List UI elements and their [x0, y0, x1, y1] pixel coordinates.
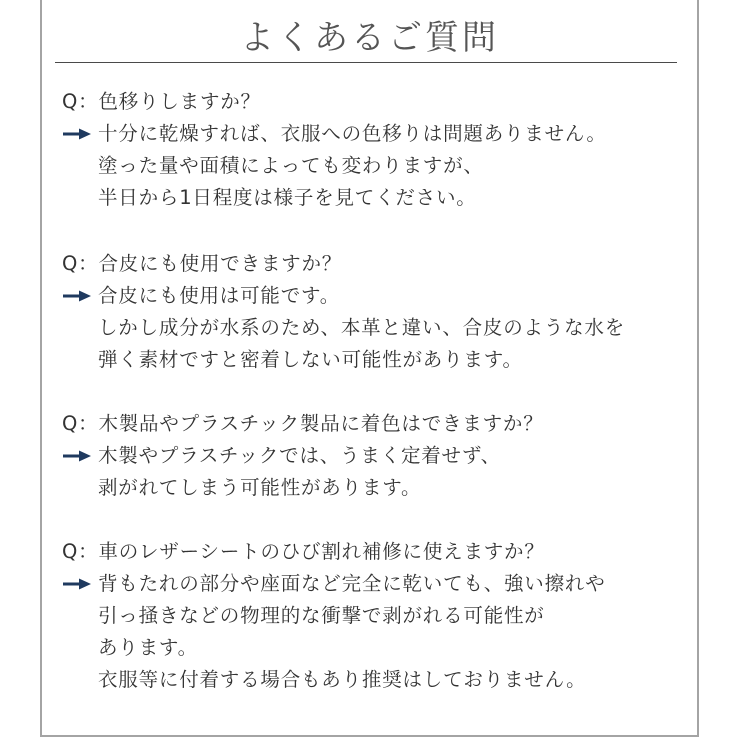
- faq-item-1: [62, 86, 702, 214]
- faq-answer-line: あります。: [98, 636, 198, 659]
- faq-answer-text: 木製やプラスチックでは、うまく定着せず、: [98, 444, 501, 467]
- faq-answer-line: 引っ掻きなどの物理的な衝撃で剥がれる可能性が: [98, 604, 545, 627]
- faq-answer-first-line: [62, 118, 702, 150]
- faq-question: Q：合皮にも使用できますか？: [62, 252, 343, 275]
- faq-question: Q：木製品やプラスチック製品に着色はできますか？: [62, 412, 544, 435]
- faq-answer-line: しかし成分が水系のため、本革と違い、合皮のような水を: [98, 316, 626, 339]
- faq-answer-first-line: [62, 280, 702, 312]
- faq-answer-first-line: [62, 440, 702, 472]
- faq-question: Q：色移りしますか？: [62, 90, 261, 113]
- faq-answer-first-line: [62, 568, 702, 600]
- arrow-right-icon: [62, 289, 92, 303]
- arrow-right-icon: [62, 127, 92, 141]
- arrow-right-icon: [62, 577, 92, 591]
- faq-item-2: [62, 248, 702, 376]
- faq-answer-line: 塗った量や面積によっても変わりますが、: [98, 154, 484, 177]
- faq-answer-text: 背もたれの部分や座面など完全に乾いても、強い擦れや: [98, 572, 606, 595]
- faq-question: Q：車のレザーシートのひび割れ補修に使えますか？: [62, 540, 545, 563]
- faq-answer-line: 衣服等に付着する場合もあり推奨はしておりません。: [98, 668, 587, 691]
- faq-answer-line: 半日から1日程度は様子を見てください。: [98, 186, 477, 209]
- faq-item-3: [62, 408, 702, 504]
- faq-answer-text: 合皮にも使用は可能です。: [98, 284, 341, 307]
- faq-answer-line: 弾く素材ですと密着しない可能性があります。: [98, 348, 523, 371]
- arrow-right-icon: [62, 449, 92, 463]
- faq-answer-line: 剥がれてしまう可能性があります。: [98, 476, 422, 499]
- faq-answer-text: 十分に乾燥すれば、衣服への色移りは問題ありません。: [98, 122, 607, 145]
- faq-item-4: [62, 536, 702, 696]
- page-title: よくあるご質問: [240, 18, 499, 58]
- title-divider: [55, 62, 677, 63]
